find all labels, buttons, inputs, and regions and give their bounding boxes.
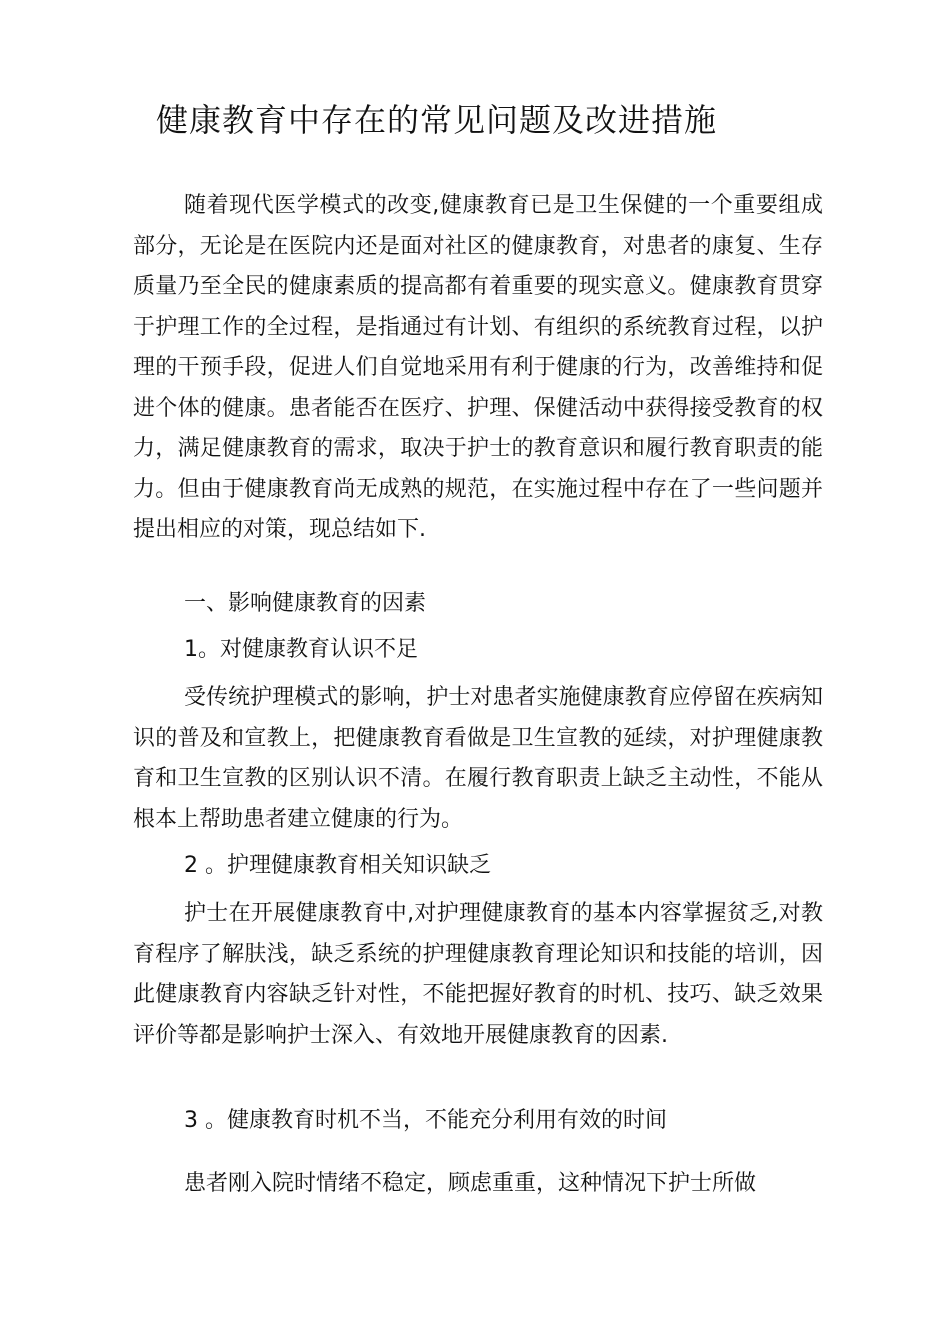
- item-1-paragraph: 受传统护理模式的影响，护士对患者实施健康教育应停留在疾病知识的普及和宣教上，把健康教育看做是卫生宣教的延续，对护理健康教育和卫生宣教的区别认识不清。在履行教育职责上缺乏主动性，不能从根本上帮助患者建立健康的行为。: [133, 685, 823, 832]
- item-1-heading: 1。对健康教育认识不足: [184, 637, 418, 662]
- document-title: 健康教育中存在的常见问题及改进措施: [156, 101, 718, 139]
- intro-paragraph: 随着现代医学模式的改变,健康教育已是卫生保健的一个重要组成部分，无论是在医院内还是面对社区的健康教育，对患者的康复、生存质量乃至全民的健康素质的提高都有着重要的现实意义。健康教育贯穿于护理工作的全过程，是指通过有计划、有组织的系统教育过程，以护理的干预手段，促进人们自觉地采用有利于健康的行为，改善维持和促进个体的健康。患者能否在医疗、护理、保健活动中获得接受教育的权力，满足健康教育的需求，取决于护士的教育意识和履行教育职责的能力。但由于健康教育尚无成熟的规范，在实施过程中存在了一些问题并提出相应的对策，现总结如下.: [133, 193, 823, 542]
- item-3-paragraph: 患者刚入院时情绪不稳定，顾虑重重，这种情况下护士所做: [184, 1171, 757, 1196]
- section-heading: 一、影响健康教育的因素: [184, 591, 427, 616]
- item-3-heading: 3 。健康教育时机不当，不能充分利用有效的时间: [184, 1108, 667, 1133]
- item-2-paragraph: 护士在开展健康教育中,对护理健康教育的基本内容掌握贫乏,对教育程序了解肤浅，缺乏系统的护理健康教育理论知识和技能的培训，因此健康教育内容缺乏针对性，不能把握好教育的时机、技巧、缺乏效果评价等都是影响护士深入、有效地开展健康教育的因素.: [133, 901, 823, 1048]
- item-2-heading: 2 。护理健康教育相关知识缺乏: [184, 853, 491, 878]
